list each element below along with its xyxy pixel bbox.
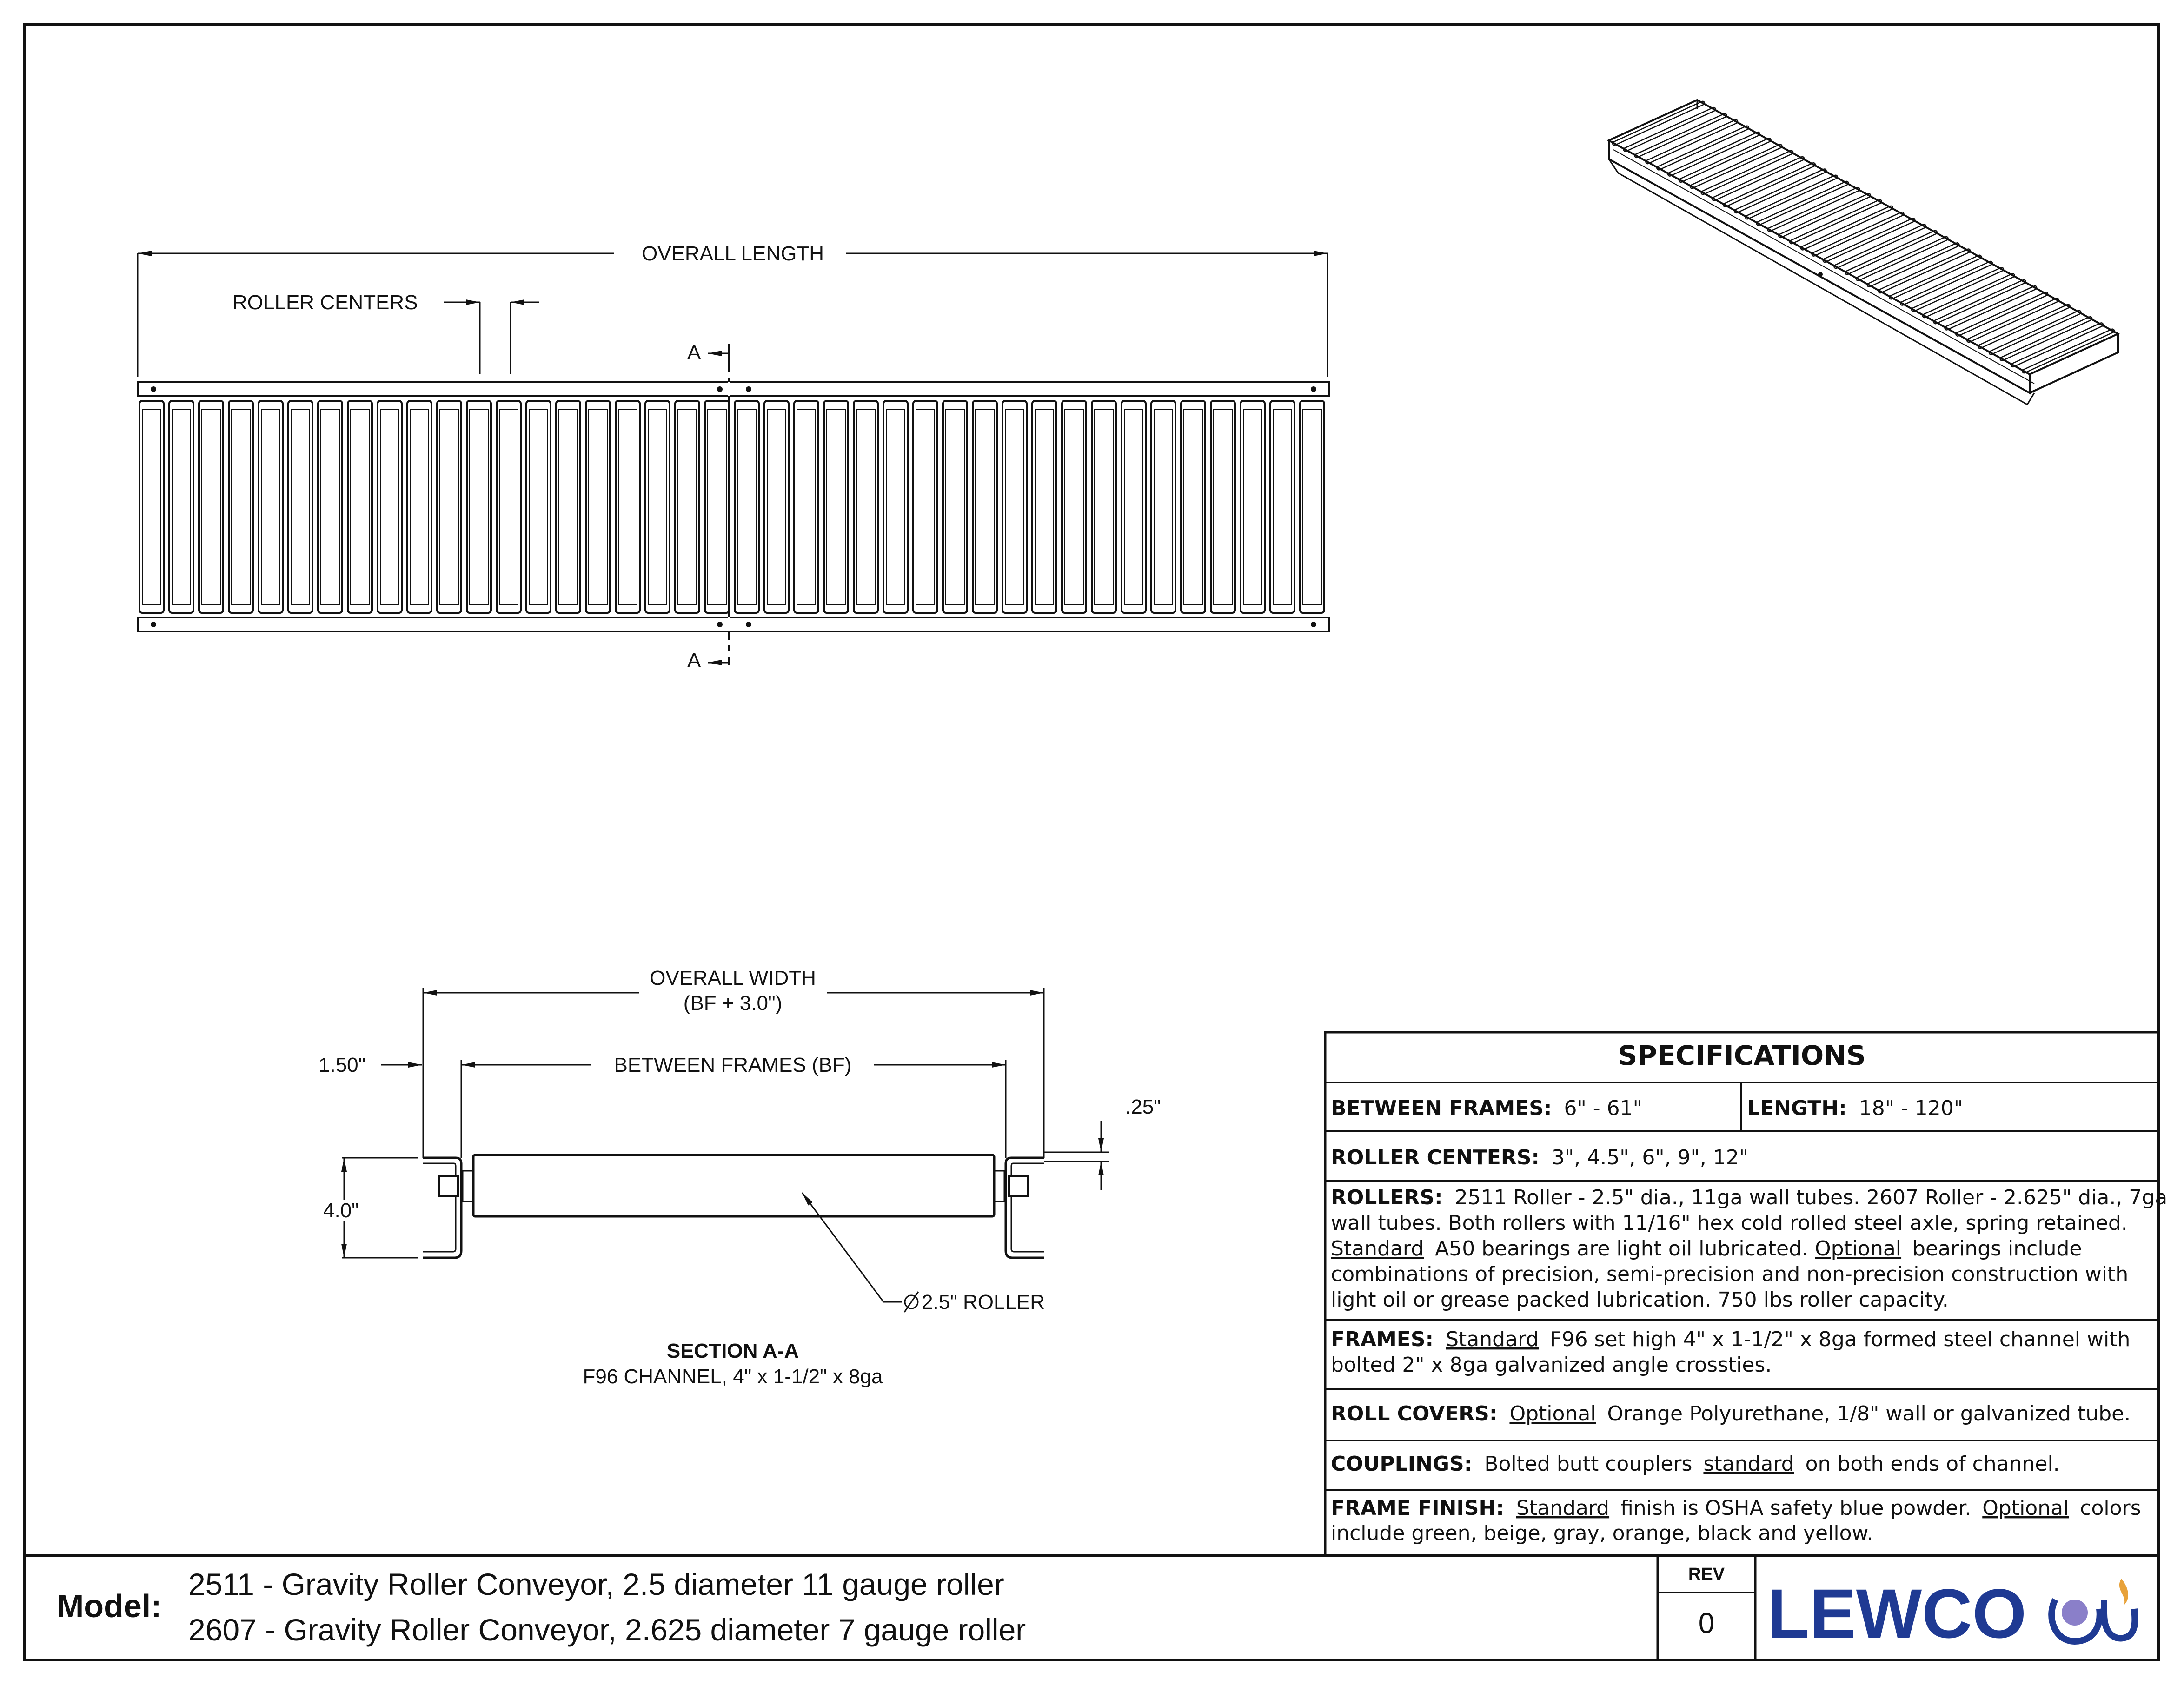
top-view-roller — [764, 401, 789, 613]
roller-row — [139, 401, 1324, 613]
spec-between-frames-label: BETWEEN FRAMES: — [1331, 1096, 1552, 1120]
iso-roller-highlight — [2013, 325, 2101, 365]
iso-roller-highlight — [1946, 288, 2035, 328]
spec-couplings-standard: standard — [1703, 1452, 1794, 1476]
top-view-roller — [1002, 401, 1027, 613]
top-view-roller — [854, 401, 878, 613]
top-view-roller — [735, 401, 759, 613]
top-view-roller — [229, 401, 253, 613]
spec-rollers-line5: light oil or grease packed lubrication. 750 lbs roller capacity. — [1331, 1288, 1949, 1312]
spec-roll-covers-text: Orange Polyurethane, 1/8" wall or galvanized tube. — [1607, 1402, 2131, 1426]
svg-text:FRAME FINISH: Standard — [1331, 1496, 2141, 1520]
rev-label: REV — [1688, 1565, 1725, 1584]
section-mark-bottom: A — [687, 649, 701, 672]
top-view-roller — [1211, 401, 1235, 613]
top-view-roller — [467, 401, 491, 613]
logo-text: LEWCO — [1767, 1574, 2027, 1653]
iso-roller-highlight — [1825, 220, 1913, 260]
section-mark-top: A — [687, 341, 701, 364]
top-view-roller — [675, 401, 699, 613]
svg-text:ROLLERS: 2511 Roller - 2 — [1331, 1186, 2167, 1209]
iso-roller-highlight — [1703, 153, 1791, 193]
top-view-roller — [1270, 401, 1294, 613]
svg-text:BETWEEN FRAMES: 6" - 61" — [1331, 1096, 1642, 1120]
top-view-roller — [259, 401, 283, 613]
iso-roller-highlight — [1692, 146, 1780, 186]
iso-roller-highlight — [1659, 128, 1747, 168]
between-frames-label: BETWEEN FRAMES (BF) — [614, 1054, 852, 1076]
top-view-roller — [497, 401, 521, 613]
iso-roller-highlight — [1670, 134, 1758, 174]
spec-frame-finish-text-b: colors — [2080, 1496, 2141, 1520]
iso-roller-highlight — [1792, 201, 1880, 242]
section-title: SECTION A-A — [666, 1340, 799, 1362]
model-line1: 2511 - Gravity Roller Conveyor, 2.5 diameter 11 gauge roller — [188, 1567, 1004, 1601]
iso-roller-highlight — [1626, 109, 1714, 150]
iso-roller-highlight — [1902, 263, 1991, 304]
spec-rollers-line4: combinations of precision, semi-precision and non-precision construction with — [1331, 1262, 2129, 1286]
top-view-roller — [1092, 401, 1116, 613]
svg-text:FRAMES: Standard F — [1331, 1328, 2130, 1351]
spec-roll-covers-label: ROLL COVERS: — [1331, 1402, 1498, 1426]
iso-roller-highlight — [1681, 140, 1769, 180]
top-view-roller — [913, 401, 937, 613]
top-view-roller — [407, 401, 431, 613]
top-view-roller — [1122, 401, 1146, 613]
iso-roller-highlight — [1814, 214, 1902, 254]
top-view-roller — [556, 401, 580, 613]
top-view-roller — [883, 401, 908, 613]
spec-length-label: LENGTH: — [1747, 1096, 1847, 1120]
spec-frame-finish-label: FRAME FINISH: — [1331, 1496, 1504, 1520]
spec-rollers-line1: 2511 Roller - 2.5" dia., 11ga wall tubes. 2607 Roller - 2.625" dia., 7ga — [1454, 1186, 2168, 1209]
spec-roller-centers-value: 3", 4.5", 6", 9", 12" — [1552, 1146, 1749, 1169]
top-view-roller — [1032, 401, 1056, 613]
top-view-roller — [824, 401, 848, 613]
iso-roller-highlight — [1936, 281, 2024, 322]
spec-frames-line2: bolted 2" x 8ga galvanized angle crossties. — [1331, 1353, 1772, 1377]
top-view-roller — [645, 401, 670, 613]
spec-frame-finish-optional: Optional — [1982, 1496, 2069, 1520]
top-view-roller — [348, 401, 372, 613]
iso-roller-highlight — [1969, 300, 2057, 340]
top-view-roller — [943, 401, 967, 613]
svg-text:Standard A50 bearings ar — [1331, 1237, 2082, 1261]
spec-between-frames-value: 6" - 61" — [1564, 1096, 1642, 1120]
bottom-frame — [138, 617, 1329, 631]
top-view-roller — [1181, 401, 1205, 613]
top-view-roller — [586, 401, 610, 613]
top-view-roller — [1151, 401, 1175, 613]
spec-couplings-label: COUPLINGS: — [1331, 1452, 1473, 1476]
top-view-roller — [288, 401, 312, 613]
top-view — [138, 242, 1329, 672]
top-view-roller — [616, 401, 640, 613]
spec-roller-centers-label: ROLLER CENTERS: — [1331, 1146, 1540, 1169]
top-view-roller — [1241, 401, 1265, 613]
section-roller — [473, 1155, 994, 1216]
iso-roller-highlight — [1958, 294, 2046, 334]
iso-roller-highlight — [1913, 269, 2002, 310]
top-view-roller — [794, 401, 818, 613]
spec-frame-finish-line2: include green, beige, gray, orange, black and yellow. — [1331, 1521, 1873, 1545]
iso-roller-highlight — [1714, 159, 1802, 199]
iso-roller-highlight — [1759, 183, 1847, 224]
overall-width-label: OVERALL WIDTH — [650, 967, 816, 989]
svg-text:ROLL COVERS: Optional — [1331, 1402, 2131, 1426]
top-view-roller — [169, 401, 193, 613]
spec-roll-covers-optional: Optional — [1509, 1402, 1596, 1426]
iso-roller-highlight — [1803, 208, 1891, 248]
top-view-roller — [526, 401, 551, 613]
overall-width-formula: (BF + 3.0") — [683, 992, 783, 1015]
iso-roller-highlight — [1847, 232, 1935, 273]
rev-value: 0 — [1698, 1607, 1715, 1640]
overall-length-label: OVERALL LENGTH — [641, 242, 824, 265]
iso-roller-highlight — [1891, 257, 1979, 298]
iso-roller-highlight — [1647, 121, 1736, 162]
iso-roller-highlight — [1780, 195, 1869, 236]
iso-roller-highlight — [2024, 331, 2112, 371]
iso-roller-highlight — [1736, 171, 1825, 211]
spec-frames-line1: F96 set high 4" x 1-1/2" x 8ga formed steel channel with — [1550, 1328, 2131, 1351]
iso-roller-highlight — [1836, 226, 1924, 266]
svg-text:COUPLINGS: Bolted butt c — [1331, 1452, 2060, 1476]
title-block — [24, 1555, 2158, 1660]
iso-roller-highlight — [1769, 189, 1858, 230]
top-view-roller — [973, 401, 997, 613]
dim-offset: 1.50" — [319, 1054, 366, 1076]
iso-roller-highlight — [1991, 312, 2079, 353]
top-view-roller — [705, 401, 729, 613]
isometric-view — [1609, 100, 2118, 405]
iso-roller-highlight — [1747, 177, 1836, 217]
section-view — [319, 967, 1161, 1388]
top-view-roller — [318, 401, 342, 613]
spec-frames-standard: Standard — [1446, 1328, 1539, 1351]
dim-top: .25" — [1125, 1095, 1161, 1118]
spec-frame-finish-standard: Standard — [1516, 1496, 1610, 1520]
specifications-table — [1325, 1032, 2167, 1555]
top-view-roller — [139, 401, 164, 613]
spec-rollers-line3: A50 bearings are light oil lubricated. — [1435, 1237, 1815, 1261]
spec-couplings-text-b: on both ends of channel. — [1805, 1452, 2060, 1476]
top-view-roller — [199, 401, 223, 613]
top-view-roller — [378, 401, 402, 613]
roller-callout: 2.5" ROLLER — [922, 1291, 1045, 1314]
iso-roller-highlight — [1869, 245, 1958, 285]
lewco-logo — [1767, 1574, 2135, 1653]
iso-roller-highlight — [1725, 165, 1813, 205]
spec-rollers-line2: wall tubes. Both rollers with 11/16" hex cold rolled steel axle, spring retained. — [1331, 1211, 2128, 1235]
top-view-roller — [1300, 401, 1324, 613]
spec-length-value: 18" - 120" — [1859, 1096, 1963, 1120]
spec-rollers-optional: Optional — [1815, 1237, 1902, 1261]
spec-rollers-standard: Standard — [1331, 1237, 1424, 1261]
dim-height: 4.0" — [323, 1199, 359, 1222]
model-line2: 2607 - Gravity Roller Conveyor, 2.625 diameter 7 gauge roller — [188, 1613, 1026, 1647]
roller-centers-label: ROLLER CENTERS — [232, 291, 418, 314]
top-view-roller — [437, 401, 461, 613]
top-frame — [138, 382, 1329, 396]
iso-roller-highlight — [1614, 103, 1703, 144]
iso-roller-highlight — [1980, 306, 2068, 346]
model-label: Model: — [57, 1588, 162, 1624]
spec-frames-label: FRAMES: — [1331, 1328, 1434, 1351]
spec-rollers-label: ROLLERS: — [1331, 1186, 1443, 1209]
iso-roller-highlight — [1858, 239, 1946, 279]
section-subtitle: F96 CHANNEL, 4" x 1-1/2" x 8ga — [583, 1365, 883, 1388]
iso-roller-highlight — [1925, 275, 2013, 316]
spec-frame-finish-text-a: finish is OSHA safety blue powder. — [1620, 1496, 1972, 1520]
svg-text:ROLLER CENTERS: 3", 4.5" — [1331, 1146, 1748, 1169]
spec-title: SPECIFICATIONS — [1618, 1040, 1866, 1071]
spec-rollers-line3b: bearings include — [1912, 1237, 2082, 1261]
spec-couplings-text-a: Bolted butt couplers — [1484, 1452, 1693, 1476]
iso-roller-highlight — [1880, 251, 1968, 291]
top-view-roller — [1062, 401, 1086, 613]
